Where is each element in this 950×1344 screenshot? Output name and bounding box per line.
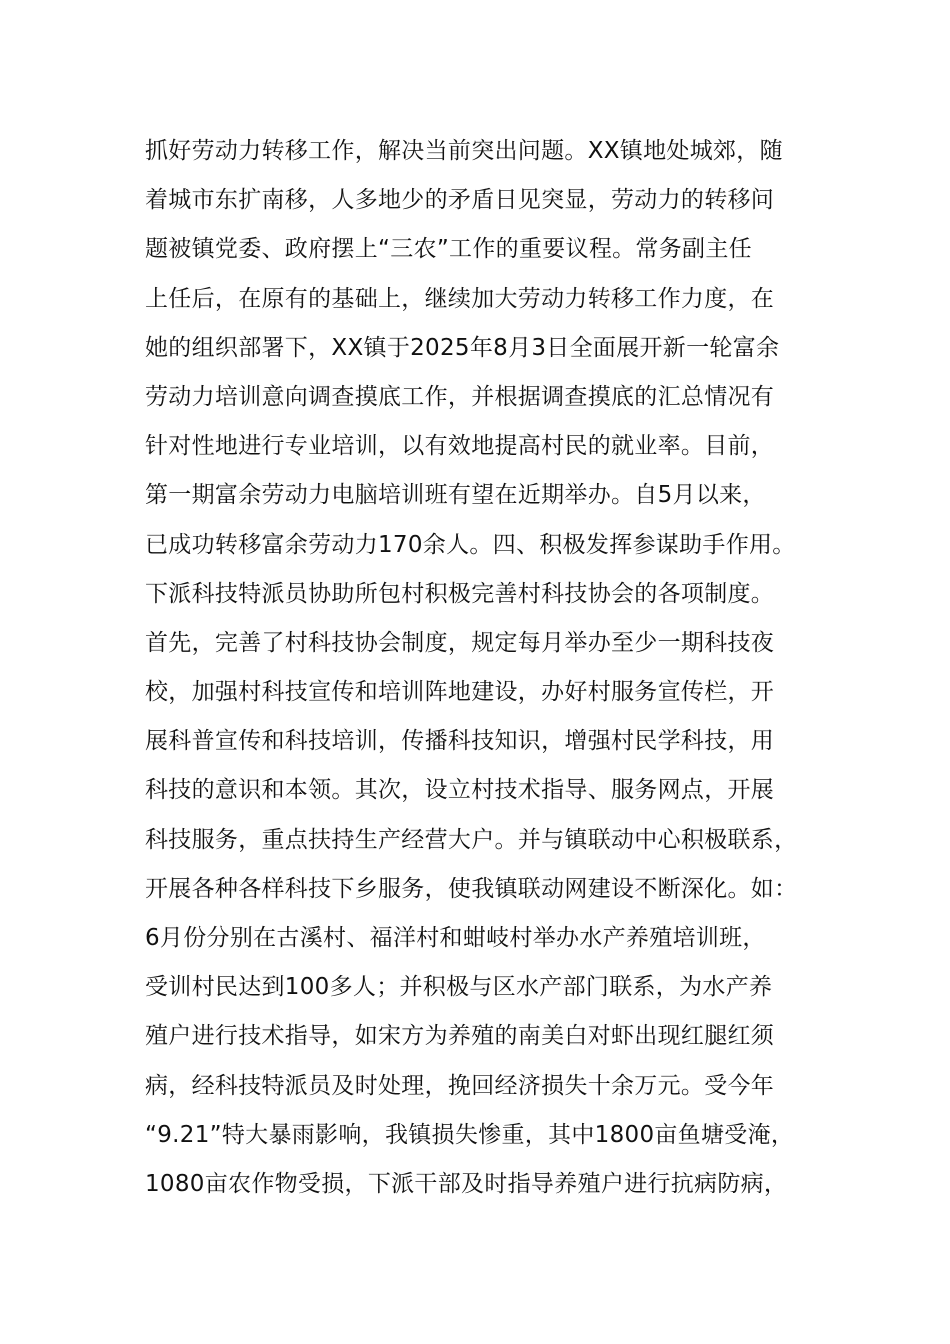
text-line: 殖户进行技术指导，如宋方为养殖的南美白对虾出现红腿红须 bbox=[145, 1023, 775, 1050]
text-line: 她的组织部署下，XX镇于2025年8月3日全面展开新一轮富余 bbox=[145, 334, 780, 361]
text-line: 受训村民达到100多人；并积极与区水产部门联系，为水产养 bbox=[145, 974, 773, 1001]
text-line: 展科普宣传和科技培训，传播科技知识，增强村民学科技，用 bbox=[145, 728, 775, 755]
text-line: 针对性地进行专业培训，以有效地提高村民的就业率。目前， bbox=[145, 433, 775, 460]
text-line: 1080亩农作物受损，下派干部及时指导养殖户进行抗病防病， bbox=[145, 1170, 788, 1197]
text-line: 着城市东扩南移，人多地少的矛盾日见突显，劳动力的转移问 bbox=[145, 187, 775, 214]
text-line: 科技服务，重点扶持生产经营大户。并与镇联动中心积极联系， bbox=[145, 826, 798, 853]
text-line: 上任后，在原有的基础上，继续加大劳动力转移工作力度，在 bbox=[145, 285, 775, 312]
text-line: 病，经科技特派员及时处理，挽回经济损失十余万元。受今年 bbox=[145, 1072, 775, 1099]
text-line: 开展各种各样科技下乡服务，使我镇联动网建设不断深化。如： bbox=[145, 875, 798, 902]
text-line: 首先，完善了村科技协会制度，规定每月举办至少一期科技夜 bbox=[145, 629, 775, 656]
text-line: 劳动力培训意向调查摸底工作，并根据调查摸底的汇总情况有 bbox=[145, 383, 775, 410]
text-line: 题被镇党委、政府摆上“三农”工作的重要议程。常务副主任 bbox=[145, 236, 752, 263]
text-line: “9.21”特大暴雨影响，我镇损失惨重，其中1800亩鱼塘受淹， bbox=[145, 1121, 795, 1148]
text-line: 抓好劳动力转移工作，解决当前突出问题。XX镇地处城郊，随 bbox=[145, 138, 783, 164]
text-line: 6月份分别在古溪村、福洋村和蚶岐村举办水产养殖培训班， bbox=[145, 925, 766, 951]
text-line: 校，加强村科技宣传和培训阵地建设，办好村服务宣传栏，开 bbox=[145, 679, 775, 706]
text-line: 已成功转移富余劳动力170余人。四、积极发挥参谋助手作用。 bbox=[145, 531, 796, 558]
body-text bbox=[145, 127, 825, 1209]
text-line: 科技的意识和本领。其次，设立村技术指导、服务网点，开展 bbox=[145, 777, 775, 804]
text-line: 下派科技特派员协助所包村积极完善村科技协会的各项制度。 bbox=[145, 580, 775, 607]
text-line: 第一期富余劳动力电脑培训班有望在近期举办。自5月以来， bbox=[145, 482, 766, 509]
